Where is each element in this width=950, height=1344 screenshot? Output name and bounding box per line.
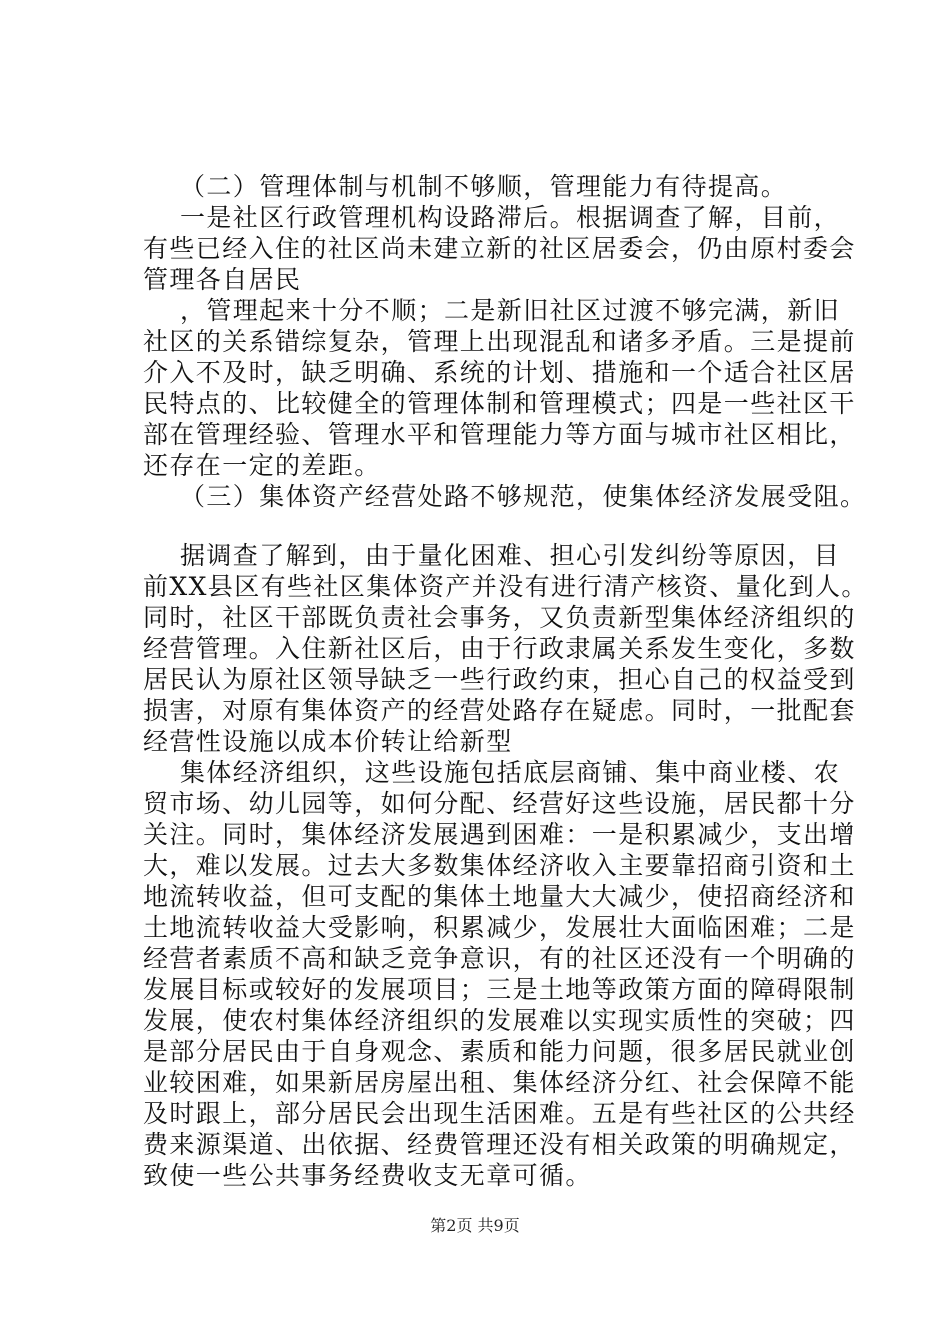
paragraph-line: 有些已经入住的社区尚未建立新的社区居委会，仍由原村委会 bbox=[143, 234, 856, 263]
section-heading-2: （二）管理体制与机制不够顺，管理能力有待提高。 bbox=[180, 172, 788, 201]
paragraph-line: 发展目标或较好的发展项目；三是土地等政策方面的障碍限制 bbox=[143, 975, 856, 1004]
paragraph-line: 还存在一定的差距。 bbox=[143, 451, 381, 480]
paragraph-line: 社区的关系错综复杂，管理上出现混乱和诸多矛盾。三是提前 bbox=[143, 327, 856, 356]
paragraph-line: 地流转收益，但可支配的集体土地量大大减少，使招商经济和 bbox=[143, 882, 856, 911]
page-number-footer: 第2页 共9页 bbox=[430, 1216, 520, 1235]
section-heading-3: （三）集体资产经营处路不够规范，使集体经济发展受阻。 bbox=[180, 482, 867, 511]
paragraph-line: 关注。同时，集体经济发展遇到困难：一是积累减少，支出增 bbox=[143, 820, 856, 849]
paragraph-line: 部在管理经验、管理水平和管理能力等方面与城市社区相比， bbox=[143, 420, 856, 449]
paragraph-line: ，管理起来十分不顺；二是新旧社区过渡不够完满，新旧 bbox=[180, 296, 841, 325]
paragraph-line: 居民认为原社区领导缺乏一些行政约束，担心自己的权益受到 bbox=[143, 665, 856, 694]
paragraph-line: 土地流转收益大受影响，积累减少，发展壮大面临困难；二是 bbox=[143, 913, 856, 942]
paragraph-line: 集体经济组织，这些设施包括底层商铺、集中商业楼、农 bbox=[180, 758, 841, 787]
paragraph-line: 是部分居民由于自身观念、素质和能力问题，很多居民就业创 bbox=[143, 1037, 856, 1066]
paragraph-line: 经营性设施以成本价转让给新型 bbox=[143, 727, 513, 756]
paragraph-line: 及时跟上，部分居民会出现生活困难。五是有些社区的公共经 bbox=[143, 1099, 856, 1128]
paragraph-line: 费来源渠道、出依据、经费管理还没有相关政策的明确规定， bbox=[143, 1130, 856, 1159]
paragraph-line: 同时，社区干部既负责社会事务，又负责新型集体经济组织的 bbox=[143, 603, 856, 632]
paragraph-line: 民特点的、比较健全的管理体制和管理模式；四是一些社区干 bbox=[143, 389, 856, 418]
paragraph-line: 贸市场、幼儿园等，如何分配、经营好这些设施，居民都十分 bbox=[143, 789, 856, 818]
paragraph-line: 损害，对原有集体资产的经营处路存在疑虑。同时，一批配套 bbox=[143, 696, 856, 725]
paragraph-line: 经营管理。入住新社区后，由于行政隶属关系发生变化，多数 bbox=[143, 634, 856, 663]
paragraph-line: 发展，使农村集体经济组织的发展难以实现实质性的突破；四 bbox=[143, 1006, 856, 1035]
paragraph-line: 大，难以发展。过去大多数集体经济收入主要靠招商引资和土 bbox=[143, 851, 856, 880]
paragraph-line: 业较困难，如果新居房屋出租、集体经济分红、社会保障不能 bbox=[143, 1068, 856, 1097]
paragraph-line: 介入不及时，缺乏明确、系统的计划、措施和一个适合社区居 bbox=[143, 358, 856, 387]
paragraph-line: 前XX县区有些社区集体资产并没有进行清产核资、量化到人。 bbox=[143, 572, 868, 601]
paragraph-line: 管理各自居民 bbox=[143, 265, 302, 294]
paragraph-line: 一是社区行政管理机构设路滞后。根据调查了解，目前， bbox=[180, 203, 841, 232]
paragraph-line: 据调查了解到，由于量化困难、担心引发纠纷等原因，目 bbox=[180, 541, 841, 570]
paragraph-line: 经营者素质不高和缺乏竞争意识，有的社区还没有一个明确的 bbox=[143, 944, 856, 973]
paragraph-line: 致使一些公共事务经费收支无章可循。 bbox=[143, 1161, 592, 1190]
